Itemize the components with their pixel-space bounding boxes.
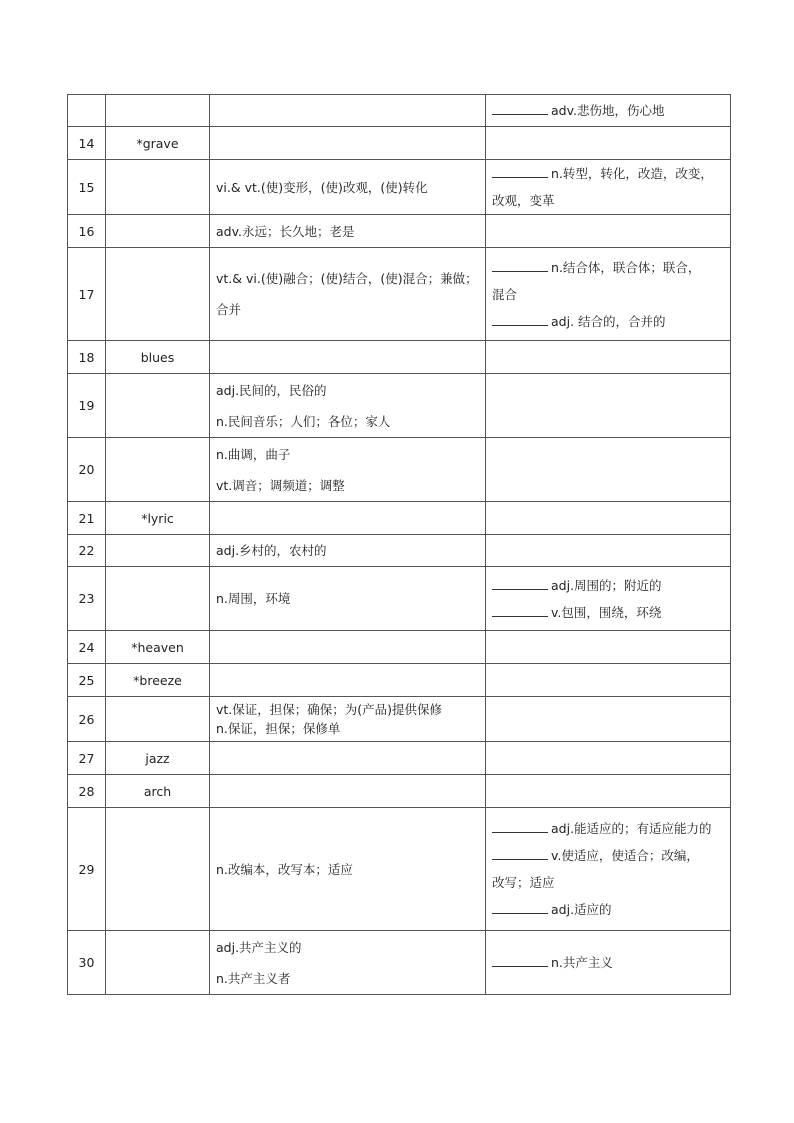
derivative-cell: [486, 215, 731, 248]
derivative-cell: [486, 374, 731, 438]
derivative-line: [492, 896, 724, 923]
row-number: 20: [68, 438, 106, 502]
fill-in-blank[interactable]: [492, 313, 548, 326]
derivative-text: adj. 结合的，合并的: [551, 313, 666, 329]
row-number: [68, 95, 106, 127]
meaning-line: vt.调音；调频道；调整: [216, 477, 345, 493]
word-cell: blues: [106, 341, 210, 374]
table-row: [68, 535, 731, 567]
word-cell: *grave: [106, 127, 210, 160]
meaning-cell: [210, 127, 486, 160]
derivative-line: [492, 869, 724, 896]
fill-in-blank[interactable]: [492, 901, 548, 914]
derivative-cell: [486, 567, 731, 631]
table-row: [68, 127, 731, 160]
fill-in-blank[interactable]: [492, 165, 548, 178]
meaning-line: n.保证，担保；保修单: [216, 721, 341, 736]
meaning-line: 合并: [216, 302, 242, 317]
meaning-line: vt.保证，担保；确保；为(产品)提供保修: [216, 702, 443, 717]
table-row: [68, 502, 731, 535]
derivative-cell: [486, 742, 731, 775]
meaning-cell: [210, 438, 486, 502]
meaning-cell: [210, 664, 486, 697]
meaning-cell: [210, 248, 486, 341]
fill-in-blank[interactable]: [492, 102, 548, 115]
meaning-line: n.民间音乐；人们；各位；家人: [216, 413, 391, 429]
word-cell: jazz: [106, 742, 210, 775]
derivative-text: v.使适应，使适合；改编，: [551, 848, 699, 863]
table-row: [68, 248, 731, 341]
row-number: 22: [68, 535, 106, 567]
derivative-cell: [486, 697, 731, 742]
derivative-line: [492, 815, 724, 842]
derivative-text: 改写；适应: [492, 875, 555, 890]
table-row: [68, 697, 731, 742]
meaning-cell: [210, 95, 486, 127]
derivative-cell: [486, 631, 731, 664]
word-cell: arch: [106, 775, 210, 808]
table-row: [68, 931, 731, 995]
row-number: 30: [68, 931, 106, 995]
derivative-cell: [486, 808, 731, 931]
meaning-cell: [210, 742, 486, 775]
fill-in-blank[interactable]: [492, 259, 548, 272]
meaning-line: adj.共产主义的: [216, 939, 302, 955]
table-row: [68, 341, 731, 374]
table-row: [68, 808, 731, 931]
meaning-line: n.共产主义者: [216, 970, 291, 986]
derivative-cell: [486, 341, 731, 374]
fill-in-blank[interactable]: [492, 604, 548, 617]
table-row: [68, 438, 731, 502]
table-row: [68, 215, 731, 248]
derivative-text: n.结合体，联合体；联合，: [551, 259, 701, 275]
row-number: 18: [68, 341, 106, 374]
row-number: 19: [68, 374, 106, 438]
derivative-line: [492, 160, 724, 187]
word-cell: [106, 697, 210, 742]
derivative-text: n.转型，转化，改造，改变，: [551, 166, 713, 181]
derivative-line: [492, 308, 724, 335]
word-cell: [106, 567, 210, 631]
derivative-text: adj.周围的；附近的: [551, 577, 662, 593]
fill-in-blank[interactable]: [492, 954, 548, 967]
meaning-cell: [210, 502, 486, 535]
derivative-line: [492, 254, 724, 281]
derivative-text: n.共产主义: [551, 955, 613, 970]
row-number: 29: [68, 808, 106, 931]
word-cell: *lyric: [106, 502, 210, 535]
meaning-line: vi.& vt.(使)变形，(使)改观，(使)转化: [216, 179, 428, 195]
fill-in-blank[interactable]: [492, 577, 548, 590]
meaning-cell: [210, 160, 486, 215]
word-cell: [106, 931, 210, 995]
derivative-line: [492, 97, 724, 124]
derivative-cell: [486, 775, 731, 808]
table-row: [68, 567, 731, 631]
derivative-line: [492, 572, 724, 599]
row-number: 15: [68, 160, 106, 215]
word-cell: [106, 95, 210, 127]
row-number: 28: [68, 775, 106, 808]
derivative-line: [492, 949, 724, 976]
row-number: 16: [68, 215, 106, 248]
derivative-cell: [486, 160, 731, 215]
derivative-cell: [486, 127, 731, 160]
meaning-line: vt.& vi.(使)融合；(使)结合，(使)混合；兼做；: [216, 271, 478, 286]
meaning-line: n.周围，环境: [216, 591, 291, 606]
meaning-cell: [210, 631, 486, 664]
derivative-line: [492, 187, 724, 214]
fill-in-blank[interactable]: [492, 847, 548, 860]
meaning-cell: [210, 374, 486, 438]
word-cell: [106, 808, 210, 931]
meaning-cell: [210, 808, 486, 931]
word-cell: [106, 535, 210, 567]
meaning-cell: [210, 931, 486, 995]
meaning-cell: [210, 697, 486, 742]
derivative-cell: [486, 502, 731, 535]
meaning-cell: [210, 215, 486, 248]
word-cell: [106, 248, 210, 341]
table-row: [68, 775, 731, 808]
word-cell: [106, 438, 210, 502]
meaning-line: adj.民间的，民俗的: [216, 382, 327, 398]
word-cell: *heaven: [106, 631, 210, 664]
derivative-cell: [486, 535, 731, 567]
meaning-line: adv.永远；长久地；老是: [216, 223, 355, 239]
row-number: 24: [68, 631, 106, 664]
meaning-line: n.改编本，改写本；适应: [216, 861, 353, 877]
row-number: 17: [68, 248, 106, 341]
derivative-cell: [486, 248, 731, 341]
meaning-cell: [210, 535, 486, 567]
table-row: [68, 374, 731, 438]
derivative-text: adj.能适应的；有适应能力的: [551, 821, 712, 836]
table-row: [68, 664, 731, 697]
derivative-line: [492, 281, 724, 308]
derivative-cell: [486, 95, 731, 127]
derivative-text: 混合: [492, 286, 518, 302]
meaning-cell: [210, 775, 486, 808]
table-row: [68, 631, 731, 664]
derivative-cell: [486, 931, 731, 995]
row-number: 23: [68, 567, 106, 631]
derivative-text: 改观，变革: [492, 193, 555, 208]
vocabulary-table: [67, 94, 731, 995]
table-row: [68, 742, 731, 775]
derivative-text: adj.适应的: [551, 902, 612, 917]
word-cell: [106, 160, 210, 215]
vocabulary-table-body: [68, 95, 731, 995]
derivative-line: [492, 842, 724, 869]
row-number: 14: [68, 127, 106, 160]
row-number: 21: [68, 502, 106, 535]
word-cell: [106, 215, 210, 248]
row-number: 27: [68, 742, 106, 775]
derivative-cell: [486, 438, 731, 502]
word-cell: [106, 374, 210, 438]
derivative-line: [492, 599, 724, 626]
table-row: [68, 160, 731, 215]
meaning-line: n.曲调，曲子: [216, 446, 291, 462]
meaning-line: adj.乡村的，农村的: [216, 543, 327, 558]
meaning-cell: [210, 567, 486, 631]
meaning-cell: [210, 341, 486, 374]
word-cell: *breeze: [106, 664, 210, 697]
derivative-cell: [486, 664, 731, 697]
table-row: [68, 95, 731, 127]
derivative-text: adv.悲伤地，伤心地: [551, 103, 665, 118]
row-number: 25: [68, 664, 106, 697]
row-number: 26: [68, 697, 106, 742]
derivative-text: v.包围，围绕，环绕: [551, 604, 662, 620]
fill-in-blank[interactable]: [492, 820, 548, 833]
